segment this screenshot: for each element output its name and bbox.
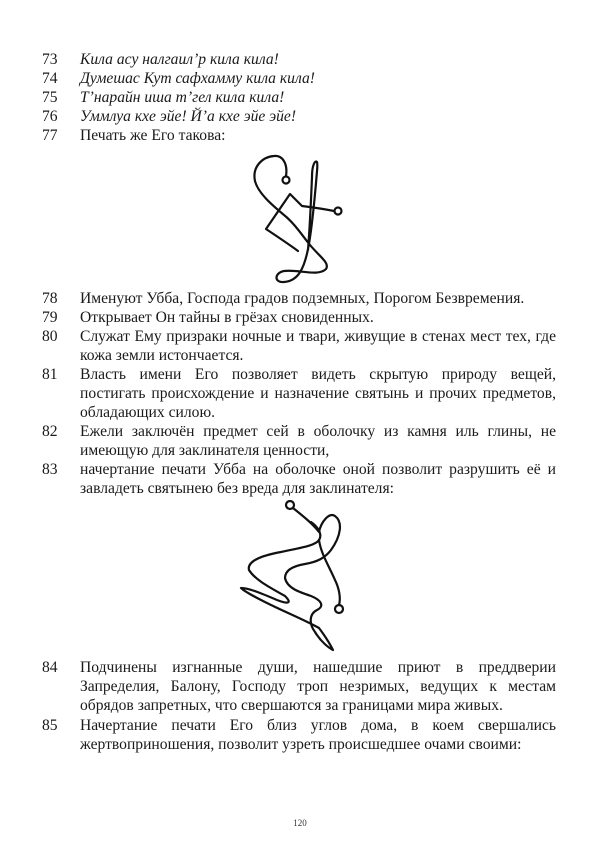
verse-number: 73 [42,51,58,68]
verse-75 [42,88,556,107]
verse-number: 84 [42,659,58,676]
verse-74 [42,69,556,88]
verse-85 [42,716,556,754]
verse-text: Т’нарайн иша т’гел кила кила! [80,89,285,106]
verse-number: 85 [42,717,58,734]
verse-80 [42,327,556,365]
verse-number: 80 [42,328,58,345]
verse-text: Ежели заключён предмет сей в оболочку из камня иль глины, не имеющую для заклинателя ценности, [80,423,556,460]
verse-text: начертание печати Убба на оболочке оной позволит разрушить её и завладеть святынею без вреда для заклинателя: [80,461,556,498]
verse-73 [42,50,556,69]
verse-number: 79 [42,309,58,326]
verse-text: Именуют Убба, Господа градов подземных, Порогом Безвремения. [80,290,525,307]
verse-78 [42,289,556,308]
verse-text: Служат Ему призраки ночные и твари, живущие в стенах мест тех, где кожа земли истончается. [80,328,556,365]
verse-83 [42,460,556,498]
seal-of-ubba-second-icon [235,500,375,655]
seal-of-ubba-first-icon [238,145,358,285]
verse-76 [42,107,556,126]
verse-number: 74 [42,70,58,87]
verse-text: Уммлуа кхе эйе! Й’а кхе эйе эйе! [80,108,297,125]
verse-text: Власть имени Его позволяет видеть скрытую природу вещей, постигать происхождение и назначение святынь и прочих предметов, обладающих силою. [80,366,556,422]
verse-number: 76 [42,108,58,125]
verse-number: 82 [42,423,58,440]
verse-number: 81 [42,366,58,383]
verse-text: Печать же Его такова: [80,127,226,144]
verse-number: 77 [42,127,58,144]
verse-text: Начертание печати Его близ углов дома, в коем свершались жертвоприношения, позволит узреть происшедшее очами своими: [80,717,556,754]
page-number: 120 [293,818,307,828]
verse-77 [42,126,556,145]
verse-81 [42,365,556,423]
verse-number: 78 [42,290,58,307]
verse-text: Кила асу налгаил’р кила кила! [80,51,279,68]
verse-number: 75 [42,89,58,106]
verse-number: 83 [42,461,58,478]
verse-79 [42,308,556,327]
verse-text: Думешас Кут сафхамму кила кила! [80,70,315,87]
verse-text: Подчинены изгнанные души, нашедшие приют в преддверии Запределия, Балону, Господу троп незримых, ведущих к местам обрядов запретных, что свершаются за границами мира живых. [80,659,556,715]
verse-82 [42,422,556,460]
verse-text: Открывает Он тайны в грёзах сновиденных. [80,309,374,326]
verse-84 [42,658,556,716]
